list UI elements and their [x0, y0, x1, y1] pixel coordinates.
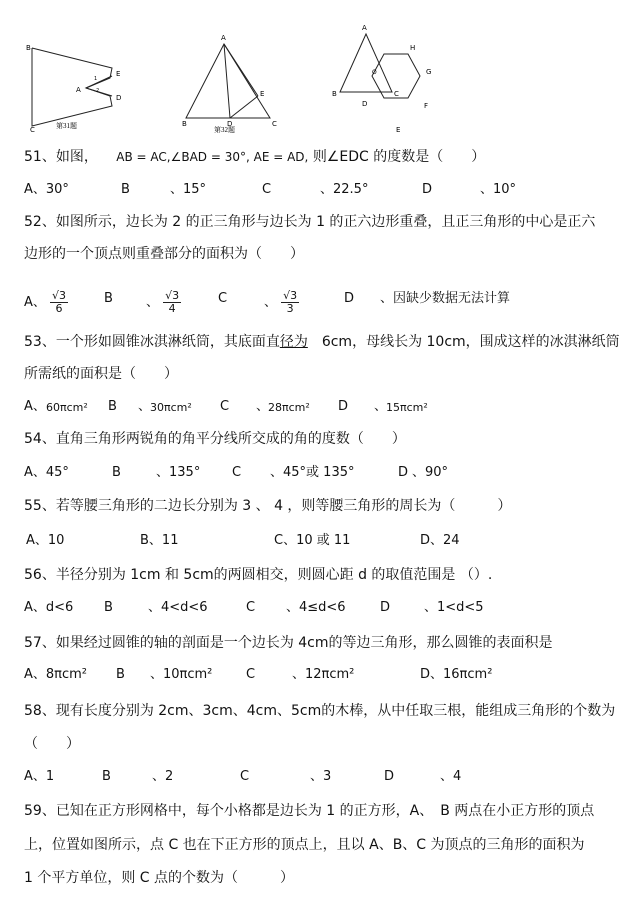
q51-option-c-letter: C	[262, 182, 272, 197]
fig33-label-F: F	[424, 102, 429, 110]
figure-33	[340, 34, 420, 98]
q51-ask: 则∠EDC 的度数是（ ）	[312, 149, 486, 165]
q51-option-b-letter: B	[121, 182, 130, 197]
q54-option-c-value: 、45°或 135°	[270, 465, 355, 480]
figure-32	[186, 44, 270, 118]
q51-option-d-value: 、10°	[480, 182, 517, 197]
question-59-line3: 1 个平方单位，则 C 点的个数为（ ）	[24, 870, 295, 886]
q58-option-a: A、1	[24, 769, 55, 784]
fig33-label-H: H	[410, 44, 416, 52]
q51-option-d-letter: D	[422, 182, 433, 197]
q51-condition: AB = AC,∠BAD = 30°, AE = AD,	[116, 150, 309, 164]
q55-option-a: A、10	[26, 533, 65, 548]
fig32-label-B: B	[182, 120, 187, 128]
figure-31	[32, 48, 112, 126]
question-55: 55、若等腰三角形的二边长分别为 3 、 4 ，则等腰三角形的周长为（ ）	[24, 498, 512, 514]
q53-option-b-sep: 、	[138, 399, 152, 414]
q56-option-b-value: 、4<d<6	[148, 600, 208, 615]
q56-option-c-value: 、4≤d<6	[286, 600, 346, 615]
fig31-label-A: A	[76, 86, 81, 94]
q55-option-b: B、11	[140, 533, 179, 548]
q54-option-b-value: 、135°	[156, 465, 201, 480]
question-58-line1: 58、现有长度分别为 2cm、3cm、4cm、5cm的木棒，从中任取三根，能组成三角形的个数为	[24, 703, 616, 719]
fig31-label-D: D	[116, 94, 122, 102]
q56-option-b-letter: B	[104, 600, 113, 615]
question-53-line2: 所需纸的面积是（ ）	[24, 366, 178, 382]
fig31-label-B: B	[26, 44, 31, 52]
fig33-label-G: G	[426, 68, 432, 76]
q57-option-a: A、8πcm²	[24, 667, 88, 682]
q52-option-b: 、 $\frac{√3}{4}$	[146, 289, 180, 315]
q53-option-d-letter: D	[338, 399, 349, 414]
q52-option-b-letter: B	[104, 291, 113, 306]
fig32-caption: 第32题	[214, 126, 235, 134]
q54-option-d-letter: D	[398, 465, 409, 480]
fig32-label-A: A	[221, 34, 226, 42]
fig32-label-E: E	[260, 90, 265, 98]
q53-option-c-sep: 、	[256, 399, 270, 414]
q53-option-a-letter: A、	[24, 399, 46, 414]
fig31-label-1: 1	[94, 76, 98, 82]
q54-option-a: A、45°	[24, 465, 69, 480]
q53-option-b-value: 30πcm²	[150, 401, 192, 414]
question-51	[24, 148, 622, 166]
figures-strip	[0, 0, 640, 140]
q52-fraction-c: $\frac{√3}{3}$	[283, 289, 298, 315]
q53-option-c-value: 28πcm²	[268, 401, 310, 414]
q56-option-c-letter: C	[246, 600, 256, 615]
q53-option-d-sep: 、	[374, 399, 388, 414]
fig33-label-C: C	[394, 90, 399, 98]
q57-option-b-value: 、10πcm²	[150, 667, 213, 682]
q56-option-d-letter: D	[380, 600, 391, 615]
q52-option-c-letter: C	[218, 291, 228, 306]
q52-option-d-letter: D	[344, 291, 355, 306]
question-59-line1: 59、已知在正方形网格中，每个小格都是边长为 1 的正方形，A、 B 两点在小正方形的顶点	[24, 803, 595, 819]
q57-option-c-value: 、12πcm²	[292, 667, 355, 682]
q56-option-a: A、d<6	[24, 600, 74, 615]
q58-option-b-value: 、2	[152, 769, 174, 784]
q57-option-b-letter: B	[116, 667, 125, 682]
q52-fraction-b: $\frac{√3}{4}$	[165, 289, 180, 315]
fig31-label-E: E	[116, 70, 121, 78]
q57-option-d: D、16πcm²	[420, 667, 493, 682]
q54-option-b-letter: B	[112, 465, 121, 480]
q58-option-d-value: 、4	[440, 769, 462, 784]
fig33-label-D: D	[362, 100, 368, 108]
q58-option-c-letter: C	[240, 769, 250, 784]
q56-option-d-value: 、1<d<5	[424, 600, 484, 615]
question-52-line2: 边形的一个顶点则重叠部分的面积为（ ）	[24, 246, 304, 262]
q54-option-d-value: 、90°	[412, 465, 449, 480]
q58-option-d-letter: D	[384, 769, 395, 784]
q55-option-c: C、10 或 11	[274, 533, 351, 548]
q58-option-b-letter: B	[102, 769, 111, 784]
question-58-line2: （ ）	[24, 736, 80, 752]
q54-option-c-letter: C	[232, 465, 242, 480]
q55-option-d: D、24	[420, 533, 460, 548]
q52-option-a-letter: A、	[24, 295, 46, 310]
q53-option-c-letter: C	[220, 399, 230, 414]
question-52-line1: 52、如图所示，边长为 2 的正三角形与边长为 1 的正六边形重叠，且正三角形的中心是正六	[24, 214, 596, 230]
q53-option-a-value: 60πcm²	[46, 401, 88, 414]
q51-number: 51、如图，	[24, 149, 98, 165]
fig32-label-C: C	[272, 120, 277, 128]
fig32-label-D: D	[227, 120, 233, 128]
fig33-label-E: E	[396, 126, 401, 134]
q51-option-c-value: 、22.5°	[320, 182, 369, 197]
fig31-label-2: 2	[96, 88, 100, 94]
q58-option-c-value: 、3	[310, 769, 332, 784]
q51-option-b-value: 、15°	[170, 182, 207, 197]
q53-option-d-value: 15πcm²	[386, 401, 428, 414]
question-53-line1: 53、一个形如圆锥冰淇淋纸筒，其底面直径为 6cm，母线长为 10cm，围成这样的冰淇淋纸筒	[24, 334, 620, 350]
fig31-label-C: C	[30, 126, 35, 134]
q52-fraction-a: $\frac{√3}{6}$	[52, 289, 67, 315]
fig33-label-O: O	[372, 69, 377, 76]
q52-option-d-value: 、因缺少数据无法计算	[380, 291, 511, 306]
q57-option-c-letter: C	[246, 667, 256, 682]
question-54: 54、直角三角形两锐角的角平分线所交成的角的度数（ ）	[24, 431, 406, 447]
q52-option-a	[24, 290, 68, 315]
question-56: 56、半径分别为 1cm 和 5cm的两圆相交，则圆心距 d 的取值范围是 （）.	[24, 567, 493, 583]
fig33-label-A: A	[362, 24, 367, 32]
q51-option-a: A、30°	[24, 182, 69, 197]
q52-option-c: 、 $\frac{√3}{3}$	[264, 289, 298, 315]
question-57: 57、如果经过圆锥的轴的剖面是一个边长为 4cm的等边三角形，那么圆锥的表面积是	[24, 635, 553, 651]
q53-option-b-letter: B	[108, 399, 117, 414]
question-59-line2: 上，位置如图所示，点 C 也在下正方形的顶点上，且以 A、B、C 为顶点的三角形的面积为	[24, 837, 585, 853]
fig33-label-B: B	[332, 90, 337, 98]
fig31-caption: 第31题	[56, 122, 77, 130]
